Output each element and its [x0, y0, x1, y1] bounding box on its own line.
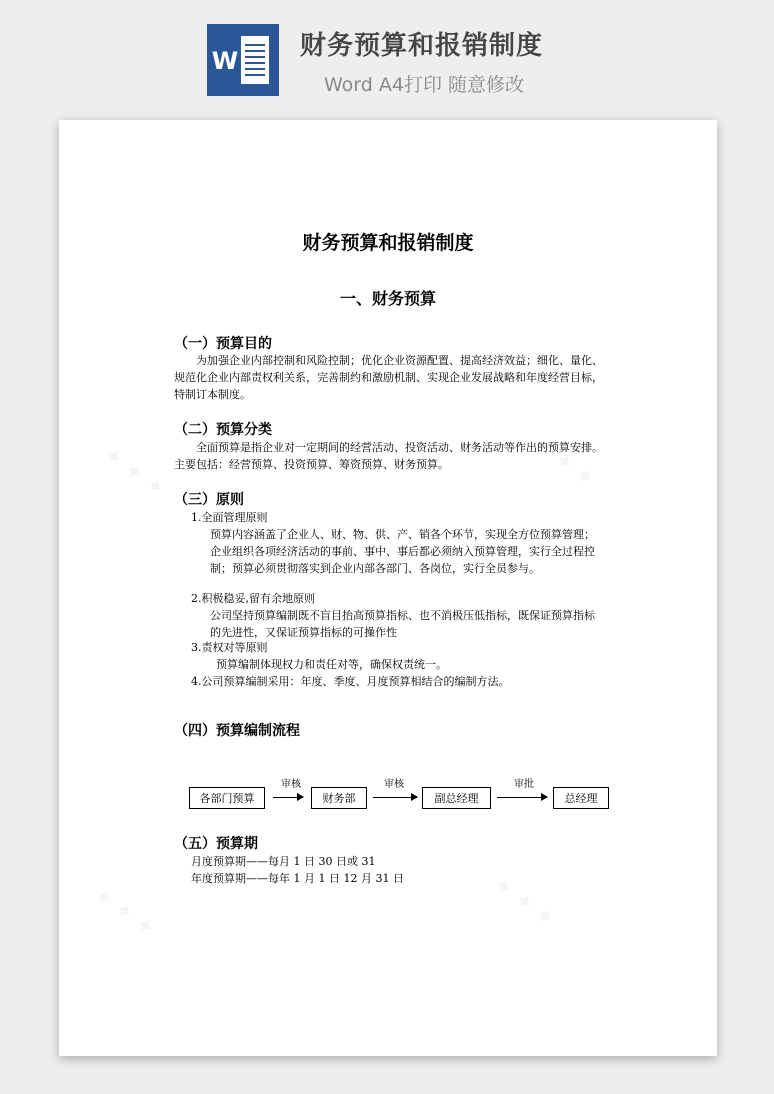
section-title: 一、财务预算: [339, 289, 436, 308]
heading-budget-period: （五）预算期: [174, 836, 258, 852]
header-banner: [0, 0, 774, 110]
budget-period-yearly: 年度预算期——每年 1 月 1 日 12 月 31 日: [191, 872, 404, 885]
banner-title: 财务预算和报销制度: [300, 31, 544, 61]
flow-box-finance: 财务部: [311, 787, 367, 809]
principle-4-title: 4.公司预算编制采用：年度、季度、月度预算相结合的编制方法。: [191, 675, 510, 688]
heading-principles: （三）原则: [174, 492, 244, 508]
flow-box-departments: 各部门预算: [189, 787, 265, 809]
watermark: [98, 442, 169, 502]
heading-budget-process: （四）预算编制流程: [174, 723, 300, 739]
flow-label-approve: 审批: [514, 779, 534, 790]
flow-label-review: 审核: [384, 779, 404, 790]
flow-arrow: [373, 797, 417, 798]
word-file-icon: [207, 24, 279, 96]
heading-budget-purpose: （一）预算目的: [174, 336, 272, 352]
document-title: 财务预算和报销制度: [302, 232, 474, 254]
watermark: [88, 882, 159, 942]
svg-text:W: W: [211, 47, 239, 75]
watermark: [488, 872, 559, 932]
heading-budget-category: （二）预算分类: [174, 422, 272, 438]
principle-3-body: 预算编制体现权力和责任对等，确保权责统一。: [216, 658, 447, 671]
principle-2-body: 公司坚持预算编制既不盲目抬高预算指标、也不消极压低指标，既保证预算指标的先进性，又保证预算指标的可操作性: [210, 609, 595, 639]
budget-period-monthly: 月度预算期——每月 1 日 30 日或 31: [191, 855, 376, 868]
document-page: [59, 120, 717, 1056]
flow-arrow: [273, 797, 303, 798]
flow-box-general-manager: 总经理: [553, 787, 609, 809]
flow-label-review: 审核: [281, 779, 301, 790]
paragraph-budget-purpose: 为加强企业内部控制和风险控制；优化企业资源配置、提高经济效益；细化、量化、规范化企业内部责权利关系，完善制约和激励机制、实现企业发展战略和年度经营目标，特制订本制度。: [174, 354, 603, 401]
paragraph-budget-category: 全面预算是指企业对一定期间的经营活动、投资活动、财务活动等作出的预算安排。主要包括：经营预算、投资预算、筹资预算、财务预算。: [174, 441, 603, 471]
banner-subtitle: Word A4打印 随意修改: [324, 74, 525, 96]
flow-arrow: [497, 797, 547, 798]
principle-3-title: 3.责权对等原则: [191, 641, 268, 654]
flow-box-vice-manager: 副总经理: [422, 787, 491, 809]
principle-2-title: 2.积极稳妥,留有余地原则: [191, 592, 315, 605]
principle-1-title: 1.全面管理原则: [191, 511, 268, 524]
principle-1-body: 预算内容涵盖了企业人、财、物、供、产、销各个环节，实现全方位预算管理；企业组织各项经济活动的事前、事中、事后都必须纳入预算管理，实行全过程控制；预算必须贯彻落实到企业内部各部门、各岗位，实行全员参与。: [210, 528, 595, 575]
